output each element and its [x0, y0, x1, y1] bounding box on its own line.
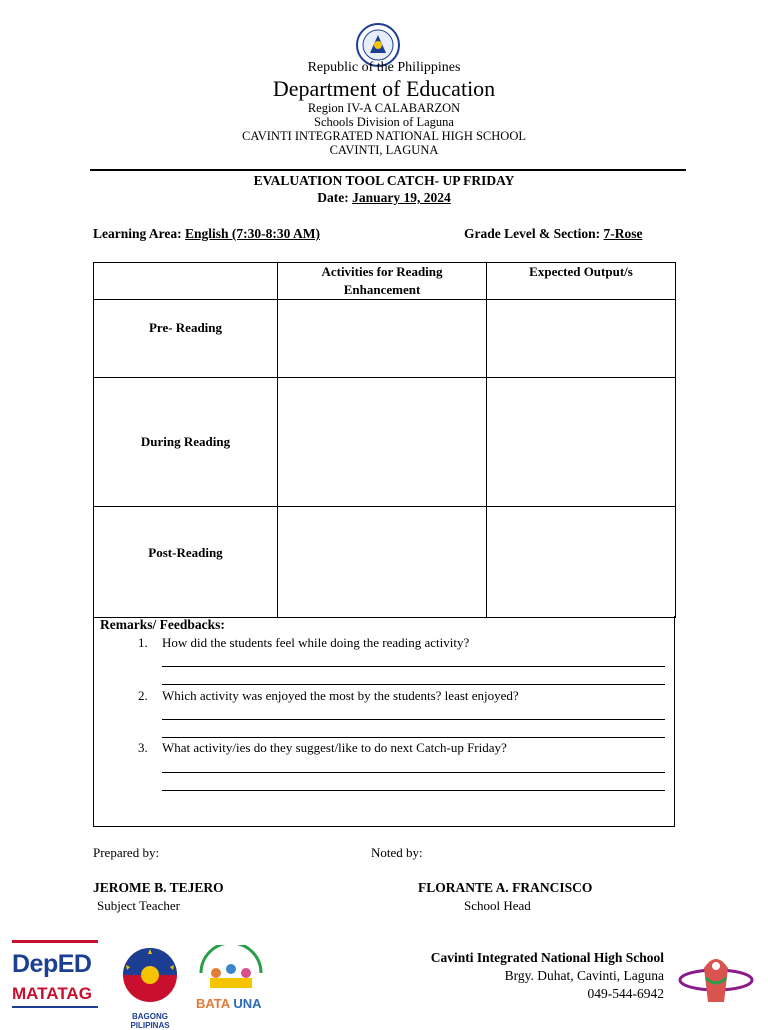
table-header-blank [94, 263, 278, 300]
matatag-text: MATATAG [12, 984, 92, 1003]
footer-red-bar [12, 940, 98, 943]
question-number: 2. [138, 688, 148, 703]
una-text: UNA [233, 996, 262, 1011]
pre-reading-activities-cell[interactable] [278, 300, 487, 378]
row-label-pre-reading: Pre- Reading [94, 300, 278, 378]
during-reading-output-cell[interactable] [487, 378, 676, 507]
evaluation-table [93, 262, 676, 618]
answer-line[interactable] [162, 666, 665, 667]
children-reading-icon [196, 945, 266, 991]
school-logo-icon [676, 948, 756, 1006]
school-line: CAVINTI INTEGRATED NATIONAL HIGH SCHOOL [241, 129, 526, 143]
remarks-title: Remarks/ Feedbacks: [100, 617, 225, 632]
table-row [94, 300, 676, 378]
post-reading-activities-cell[interactable] [278, 507, 487, 618]
table-header-row [94, 263, 676, 300]
learning-area [93, 226, 320, 242]
division-line: Schools Division of Laguna [314, 115, 454, 129]
date-value: January 19, 2024 [352, 190, 451, 205]
row-label-post-reading: Post-Reading [94, 507, 278, 618]
deped-matatag-logo [12, 950, 102, 1016]
bagong-pilipinas-text: BAGONG PILIPINAS [130, 1012, 170, 1030]
bagong-pilipinas-icon [112, 945, 188, 1007]
prepared-by-name: JEROME B. TEJERO [93, 880, 224, 895]
footer-address: Brgy. Duhat, Cavinti, Laguna [504, 968, 664, 983]
table-row [94, 507, 676, 618]
answer-line[interactable] [162, 790, 665, 791]
grade-label: Grade Level & Section: [464, 226, 601, 241]
footer-school-name: Cavinti Integrated National High School [430, 950, 664, 965]
noted-by-label: Noted by: [371, 845, 423, 860]
pre-reading-output-cell[interactable] [487, 300, 676, 378]
prepared-by-label: Prepared by: [93, 845, 160, 860]
matatag-underline [12, 1006, 98, 1008]
post-reading-output-cell[interactable] [487, 507, 676, 618]
bata-muna-logo [196, 945, 266, 1019]
deped-logo-text: DepED [12, 950, 92, 978]
question-2-text: Which activity was enjoyed the most by the students? least enjoyed? [162, 688, 519, 703]
answer-line[interactable] [162, 772, 665, 773]
form-title: EVALUATION TOOL CATCH- UP FRIDAY [253, 173, 515, 188]
header-divider [90, 169, 686, 171]
question-number: 1. [138, 635, 148, 650]
prepared-by-role: Subject Teacher [97, 898, 180, 913]
republic-line: Republic of the Philippines [307, 60, 461, 75]
region-line: Region IV-A CALABARZON [307, 101, 461, 115]
grade-section [464, 226, 642, 242]
bata-text: BATA [196, 996, 230, 1011]
department-title: Department of Education [272, 76, 496, 101]
location-line: CAVINTI, LAGUNA [329, 143, 439, 157]
answer-line[interactable] [162, 719, 665, 720]
date-label: Date: [317, 190, 349, 205]
table-header-activities: Activities for Reading Enhancement [278, 263, 487, 300]
table-header-output: Expected Output/s [487, 263, 676, 300]
footer-phone: 049-544-6942 [587, 986, 664, 1001]
table-row [94, 378, 676, 507]
answer-line[interactable] [162, 684, 665, 685]
bata-muna-text [196, 996, 266, 1012]
grade-value: 7-Rose [603, 226, 643, 241]
question-1-text: How did the students feel while doing the reading activity? [162, 635, 470, 650]
answer-line[interactable] [162, 737, 665, 738]
bagong-pilipinas-logo [112, 945, 188, 1030]
question-3-text: What activity/ies do they suggest/like to do next Catch-up Friday? [162, 740, 507, 755]
noted-by-name: FLORANTE A. FRANCISCO [418, 880, 593, 895]
during-reading-activities-cell[interactable] [278, 378, 487, 507]
learning-area-label: Learning Area: [93, 226, 182, 241]
noted-by-role: School Head [464, 898, 531, 913]
form-date [0, 190, 768, 206]
question-number: 3. [138, 740, 148, 755]
learning-area-value: English (7:30-8:30 AM) [185, 226, 320, 241]
row-label-during-reading: During Reading [94, 378, 278, 507]
